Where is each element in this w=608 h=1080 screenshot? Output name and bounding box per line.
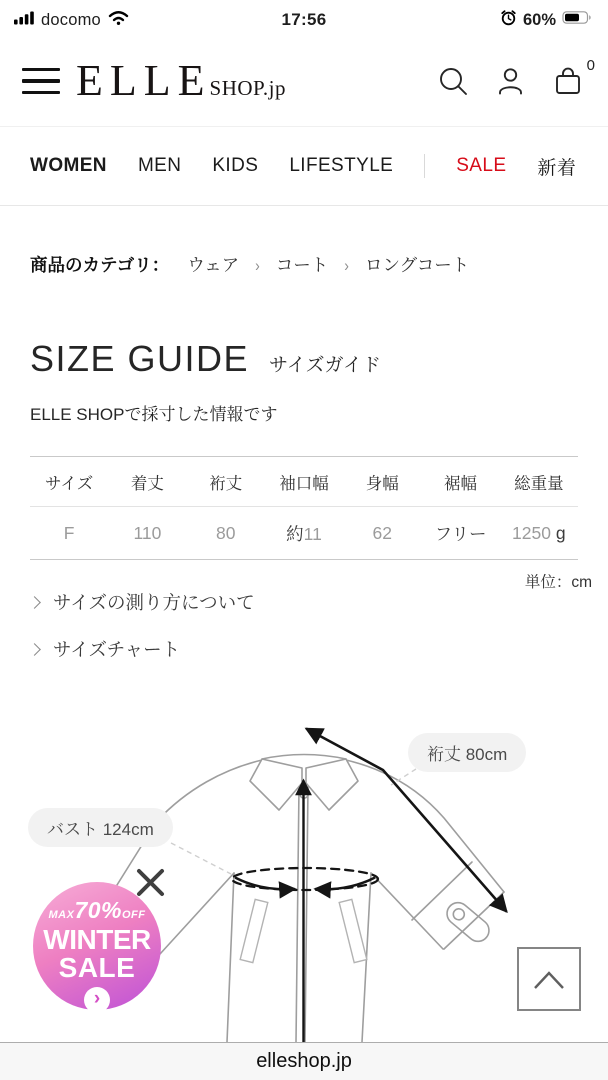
size-guide-heading	[30, 338, 381, 380]
status-bar	[0, 0, 608, 36]
nav-item-lifestyle[interactable]: LIFESTYLE	[289, 155, 394, 176]
chevron-up-icon	[525, 962, 573, 996]
col-header-size: サイズ	[45, 474, 94, 493]
nav-item-sale[interactable]: SALE	[456, 155, 507, 176]
logo-elle-text: ELLE	[76, 56, 212, 105]
bust-label: バスト 124cm	[28, 808, 173, 847]
signal-strength-icon	[14, 10, 35, 30]
clock-time: 17:56	[281, 10, 327, 29]
breadcrumb-separator: ›	[255, 254, 260, 275]
sale-discount-line: MAX70%OFF	[48, 897, 146, 923]
breadcrumb-item-wear[interactable]: ウェア	[187, 255, 240, 275]
cell-weight: 1250 g	[512, 522, 566, 543]
cell-body-width: 62	[372, 522, 392, 543]
link-how-to-measure[interactable]: サイズの測り方について	[30, 589, 255, 615]
carrier-label: docomo	[41, 10, 101, 29]
cuff-tab	[443, 898, 494, 946]
col-header-sleeve-length: 裄丈	[209, 474, 243, 493]
link-size-chart[interactable]: サイズチャート	[30, 636, 180, 662]
hamburger-menu-button[interactable]	[22, 68, 60, 94]
nav-item-new[interactable]: 新着	[537, 157, 577, 179]
nav-item-kids[interactable]: KIDS	[212, 155, 259, 176]
browser-url-bar[interactable]: elleshop.jp	[0, 1042, 608, 1080]
sale-winter-text: WINTER	[43, 924, 151, 955]
account-icon[interactable]	[494, 65, 527, 98]
unit-note: 単位：cm	[524, 574, 592, 591]
nav-divider	[424, 154, 425, 178]
cell-hem-width: フリー	[434, 523, 487, 544]
col-header-weight: 総重量	[514, 474, 564, 493]
sleeve-length-label: 裄丈 80cm	[408, 733, 526, 772]
nav-item-men[interactable]: MEN	[137, 155, 182, 176]
cart-count-badge: 0	[586, 57, 595, 74]
cell-size: F	[63, 522, 75, 543]
col-header-hem-width: 裾幅	[444, 474, 478, 493]
elle-shop-logo[interactable]	[76, 56, 286, 105]
chevron-right-icon	[28, 643, 41, 656]
bust-ellipse	[232, 868, 378, 890]
breadcrumb-item-coat[interactable]: コート	[275, 255, 329, 275]
cart-bag-icon[interactable]	[551, 57, 595, 97]
col-header-body-width: 身幅	[365, 474, 399, 493]
x-mark	[139, 871, 162, 894]
search-icon[interactable]	[437, 65, 470, 98]
chevron-right-icon	[28, 596, 41, 609]
size-table-header-row	[30, 456, 578, 507]
breadcrumb	[30, 252, 598, 277]
main-nav	[0, 127, 608, 206]
alarm-icon	[500, 9, 517, 31]
size-guide-title-en: SIZE GUIDE	[30, 338, 250, 379]
col-header-cuff-width: 袖口幅	[279, 474, 329, 493]
scroll-to-top-button[interactable]	[517, 947, 581, 1011]
breadcrumb-label: 商品のカテゴリ：	[30, 255, 170, 275]
battery-percent-label: 60%	[522, 10, 556, 29]
size-guide-title-ja: サイズガイド	[269, 355, 381, 376]
app-header	[0, 36, 608, 127]
size-guide-subtitle: ELLE SHOPで採寸した情報です	[30, 405, 278, 424]
battery-icon	[562, 10, 592, 30]
breadcrumb-item-longcoat[interactable]: ロングコート	[364, 255, 470, 275]
breadcrumb-separator: ›	[344, 254, 349, 275]
sale-arrow-icon: ›	[84, 987, 110, 1013]
cell-sleeve-length: 80	[215, 522, 236, 543]
logo-shopjp-text: SHOP.jp	[209, 76, 286, 100]
col-header-body-length: 着丈	[130, 474, 164, 493]
size-table-data-row	[30, 507, 578, 560]
winter-sale-badge[interactable]	[33, 882, 161, 1010]
sale-sale-text: SALE	[58, 952, 136, 983]
wifi-icon	[107, 10, 130, 31]
cell-cuff-width: 約11	[286, 523, 322, 544]
nav-item-women[interactable]: WOMEN	[30, 155, 107, 176]
size-table	[30, 456, 578, 560]
cell-body-length: 110	[133, 522, 162, 543]
